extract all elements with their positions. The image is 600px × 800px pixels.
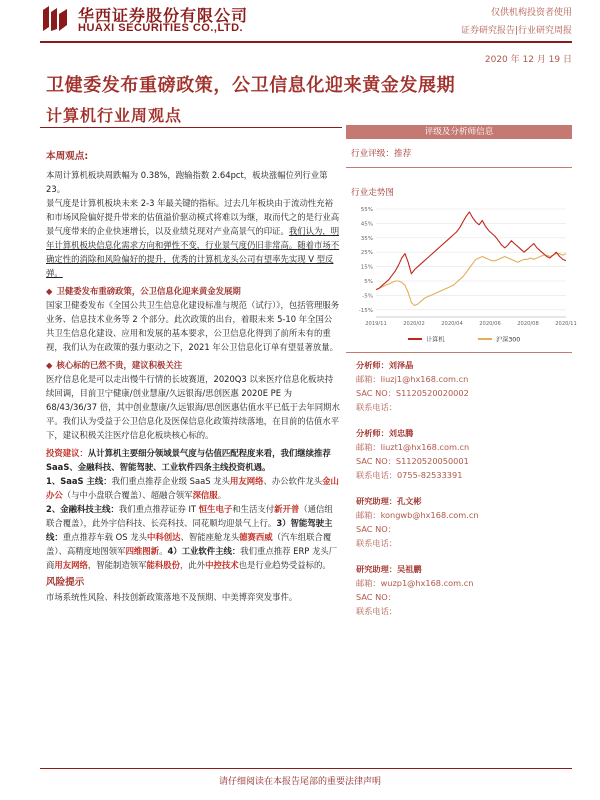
- stock-kingsoft-office: 金山办公: [46, 476, 339, 500]
- section-policy-title: 卫健委发布重磅政策，公卫信息化迎来黄金发展期: [56, 286, 241, 296]
- analyst-sac: SAC NO：: [356, 524, 396, 534]
- analyst-phone: 联系电话：0755-82533391: [356, 470, 463, 480]
- analyst-sac: SAC NO：: [356, 592, 396, 602]
- audience-note: 仅供机构投资者使用: [490, 8, 572, 18]
- mainline-fintech: 2、金融科技主线：我们重点推荐证券 IT 恒生电子和生活支付新开普（通信组联合覆盖），此外宇信科技、长亮科技、同花顺均迎景气上行。3）智能驾驶主线：重点推荐车载 OS 龙头中科创达、智能座舱龙头德赛西威（汽车组联合覆盖）、高精度地图领军四维图新。4）工业软件主线：我们重点推荐 ERP 龙头厂商用友网络，智能制造领军能科股份，此外中控技术也是行业趋势受益标的。: [46, 504, 338, 570]
- chart-x-ticks: [365, 321, 577, 327]
- chart-divider: [346, 352, 572, 353]
- legend-label: 计算机: [426, 336, 445, 344]
- y-tick-label: 35%: [360, 235, 373, 242]
- analyst-phone: 联系电话：: [356, 538, 397, 548]
- subtitle-divider: [40, 127, 342, 128]
- legend-label: 沪深300: [496, 336, 521, 344]
- stock-yonyou: 用友网络: [229, 476, 264, 486]
- section-policy-heading: [46, 284, 340, 298]
- stock-sangfor: 深信服: [192, 490, 218, 500]
- investment-advice: [46, 446, 340, 474]
- stock-navinfo: 四维图新: [125, 546, 160, 556]
- report-type: 证券研究报告|行业研究周报: [460, 26, 572, 36]
- section-policy-body: 国家卫健委发布《全国公共卫生信息化建设标准与规范（试行）》，包括管理服务业务、信息技术业务等 2 个部分。此次政策的出台，着眼未来 5-10 年全国公共卫生信息化建设、应用和发展的基本要求，公卫信息化得到了前所未有的重视，我们认为在政策的强力驱动之下，2021 年公卫信息化订单有望显著放量。: [46, 300, 340, 352]
- stock-hundsun: 恒生电子: [198, 504, 233, 514]
- analyst-block-1: [356, 358, 572, 414]
- section-valuation-heading: [46, 358, 340, 372]
- y-tick-label: 5%: [364, 279, 373, 285]
- legal-notice: 请仔细阅读在本报告尾部的重要法律声明: [218, 777, 381, 787]
- outlook-text: 景气度是计算机板块未来 2-3 年最关键的指标。过去几年板块由于流动性充裕和市场风险偏好提升带来的估值溢价驱动模式将难以为继，取而代之的是行业高景气度带来的企业快速增长，以及业绩兑现对产业高景气的印证。: [46, 198, 340, 236]
- analyst-phone: 联系电话：: [356, 606, 397, 616]
- analyst-name: 分析师：刘忠腾: [356, 428, 414, 438]
- x-tick-label: 2020/06: [479, 321, 501, 327]
- section-valuation-title: 核心标的已然不贵，建议积极关注: [56, 360, 183, 370]
- y-tick-label: 25%: [360, 250, 373, 257]
- chart-y-ticks: [359, 207, 373, 314]
- y-tick-label: 45%: [360, 221, 373, 228]
- report-subtitle: 计算机行业周观点: [46, 106, 183, 125]
- trend-chart-title: 行业走势图: [351, 188, 394, 198]
- chart-series: [376, 212, 566, 306]
- series-line: [376, 254, 566, 306]
- y-tick-label: -5%: [362, 293, 373, 300]
- analyst-name: 分析师：刘泽晶: [356, 360, 414, 370]
- y-tick-label: 55%: [360, 207, 373, 213]
- report-date: 2020 年 12 月 19 日: [484, 55, 572, 65]
- company-name-cn: 华西证券股份有限公司: [78, 6, 249, 25]
- outlook-rebound: 随着市场不确定性的消除和风险偏好的提升，优秀的计算机龙头公司有望率先实现 V 型反弹。: [46, 240, 340, 278]
- header-divider: [40, 41, 572, 43]
- stock-newcapec: 新开普: [274, 504, 300, 514]
- huaxi-logo: [40, 4, 70, 34]
- analyst-block-4: [356, 562, 572, 618]
- risk-text: 市场系统性风险、科技创新政策落地不及预期、中美博弈突发事件。: [46, 592, 298, 602]
- diamond-bullet-icon: ◆: [46, 360, 53, 370]
- analyst-block-2: [356, 426, 572, 482]
- analyst-name: 研究助理：吴祖鹏: [356, 564, 422, 574]
- rating-divider: [346, 167, 572, 168]
- chart-grid: [376, 209, 566, 317]
- diamond-bullet-icon: ◆: [46, 286, 53, 296]
- stock-yonyou-erp: 用友网络: [54, 560, 88, 570]
- industry-rating: [351, 147, 411, 159]
- outlook-view: 我们认为，明年计算机板块信息化需求方向和弹性不变，行业景气度仍旧非常高。: [46, 226, 340, 250]
- section-valuation-body: 医疗信息化是可以走出慢牛行情的长坡赛道，2020Q3 以来医疗信息化板块持续回调，目前卫宁健康/创业慧康/久远银海/思创医惠 2020E PE 为 68/43/36/37 倍，其中创业慧康/久远银海/思创医惠估值水平已低于去年同期水平。我们认为受益于公卫信息化及医保信息化政策持续落地，在目前的估值水平下，建议积极关注医疗信息化板块核心标的。: [46, 374, 340, 440]
- x-tick-label: 2020/08: [517, 321, 539, 327]
- risk-heading: 风险提示: [46, 577, 85, 588]
- advice-label: 投资建议：: [46, 448, 88, 458]
- side-panel: [346, 125, 577, 765]
- analyst-phone: 联系电话：: [356, 402, 397, 412]
- chart-legend: [408, 336, 520, 344]
- analyst-email: 邮箱：liuzt1@hx168.com.cn: [356, 442, 470, 452]
- outlook-paragraph: [46, 196, 340, 280]
- x-tick-label: 2020/11: [555, 321, 577, 327]
- main-body: [46, 150, 340, 604]
- y-tick-label: -15%: [358, 307, 373, 314]
- analyst-email: 邮箱：wuzp1@hx168.com.cn: [356, 578, 474, 588]
- rating-value: 推荐: [393, 149, 412, 159]
- x-tick-label: 2020/04: [441, 321, 463, 327]
- rating-label: 行业评级：: [351, 149, 394, 159]
- mainline-saas: 1、SaaS 主线：我们重点推荐企业级 SaaS 龙头用友网络、办公软件龙头金山办公（与中小盘联合覆盖）、超融合领军深信服。: [46, 476, 339, 500]
- footer-divider: [40, 768, 572, 769]
- analyst-sac: SAC NO：S1120520020002: [356, 388, 469, 398]
- advice-text: 从计算机主要细分领域景气度与估值匹配程度来看，我们继续推荐 SaaS、金融科技、智能驾驶、工业软件四条主线投资机遇。: [46, 448, 331, 472]
- stock-desay-sv: 德赛西威: [239, 532, 273, 542]
- stock-supcon: 中控技术: [205, 560, 239, 570]
- analyst-email: 邮箱：liuzj1@hx168.com.cn: [356, 374, 469, 384]
- x-tick-label: 2020/02: [403, 321, 425, 327]
- analyst-sac: SAC NO：S1120520050001: [356, 456, 469, 466]
- stock-nengke: 能科股份: [146, 560, 180, 570]
- analyst-email: 邮箱：kongwb@hx168.com.cn: [356, 510, 479, 520]
- report-title: 卫健委发布重磅政策，公卫信息化迎来黄金发展期: [46, 75, 456, 96]
- analyst-name: 研究助理：孔文彬: [356, 496, 422, 506]
- y-tick-label: 15%: [360, 264, 373, 271]
- company-name-en: HUAXI SECURITIES CO.,LTD.: [78, 22, 244, 34]
- weekly-performance: 本周计算机板块周跌幅为 0.38%，跑输指数 2.64pct，板块涨幅位列行业第 23。: [46, 170, 328, 194]
- stock-thundersoft: 中科创达: [146, 532, 181, 542]
- rating-panel-header: 评级及分析师信息: [346, 125, 572, 139]
- week-view-heading: 本周观点:: [46, 151, 89, 162]
- analyst-block-3: [356, 494, 572, 550]
- industry-trend-chart: [346, 205, 577, 349]
- x-tick-label: 2019/11: [365, 321, 387, 327]
